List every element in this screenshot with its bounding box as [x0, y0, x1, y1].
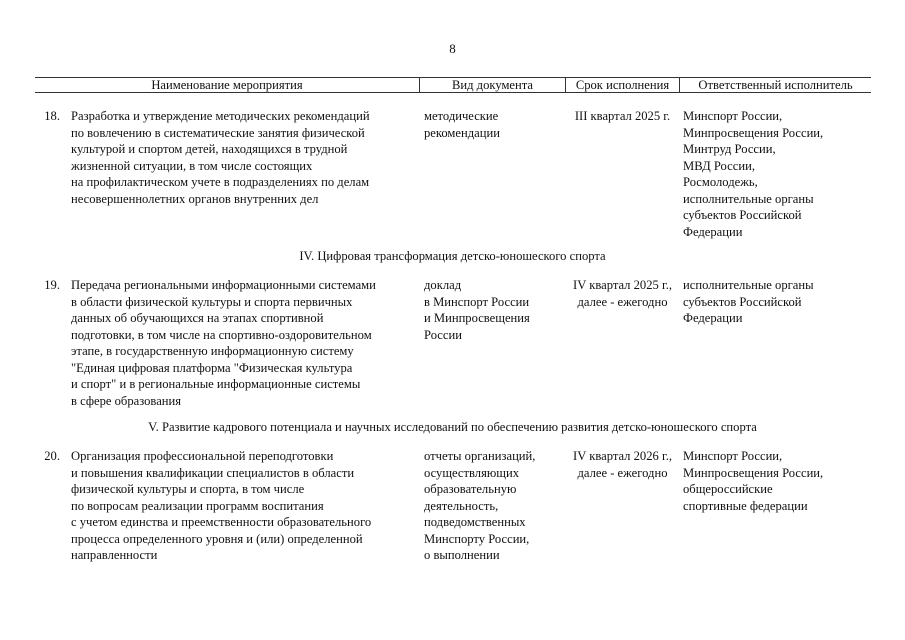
document-type: методические рекомендации	[424, 109, 500, 140]
header-bottom-rule	[35, 92, 871, 93]
section-title: IV. Цифровая трансформация детско-юношеского спорта	[299, 249, 606, 263]
row-number: 18.	[44, 109, 60, 123]
row-number: 19.	[44, 278, 60, 292]
measure-name: Передача региональными информационными системами в области физической культуры и спорта первичных данных об обучающихся на этапах спортивной подготовки, в том числе на спортивно-оздоровительном этапе, в государственную информационную систему "Единая цифровая платформа "Физическая культура и спорт" и в региональные информационные системы в сфере образования	[71, 278, 376, 408]
document-type: отчеты организаций, осуществляющих образовательную деятельность, подведомственных Минспорту России, о выполнении	[424, 449, 536, 562]
document-type: доклад в Минспорт России и Минпросвещения России	[424, 278, 530, 342]
page-number: 8	[449, 41, 456, 56]
row-number: 20.	[44, 449, 60, 463]
measure-name: Разработка и утверждение методических рекомендаций по вовлечению в систематические занятия физической культурой и спортом детей, находящихся в трудной жизненной ситуации, в том числе состоящих на профилактическом учете в подразделениях по делам несовершеннолетних органов внутренних дел	[71, 109, 370, 206]
responsible: Минспорт России, Минпросвещения России, общероссийские спортивные федерации	[683, 449, 824, 513]
measure-name: Организация профессиональной переподготовки и повышения квалификации специалистов в области физической культуры и спорта, в том числе по вопросам реализации программ воспитания с учетом единства и преемственности образовательного процесса определенного уровня и (или) определенной направленности	[71, 449, 372, 562]
deadline: IV квартал 2026 г., далее - ежегодно	[573, 449, 672, 480]
deadline: III квартал 2025 г.	[574, 109, 671, 123]
responsible: Минспорт России, Минпросвещения России, Минтруд России, МВД России, Росмолодежь, исполнительные органы субъектов Российской Федерации	[683, 109, 824, 239]
header-doc-type: Вид документа	[451, 78, 534, 92]
section-title: V. Развитие кадрового потенциала и научных исследований по обеспечению развития детско-юношеского спорта	[148, 420, 757, 434]
header-name: Наименование мероприятия	[151, 78, 303, 92]
header-responsible: Ответственный исполнитель	[698, 78, 853, 92]
header-deadline: Срок исполнения	[575, 78, 670, 92]
deadline: IV квартал 2025 г., далее - ежегодно	[573, 278, 672, 309]
responsible: исполнительные органы субъектов Российской Федерации	[683, 278, 814, 325]
